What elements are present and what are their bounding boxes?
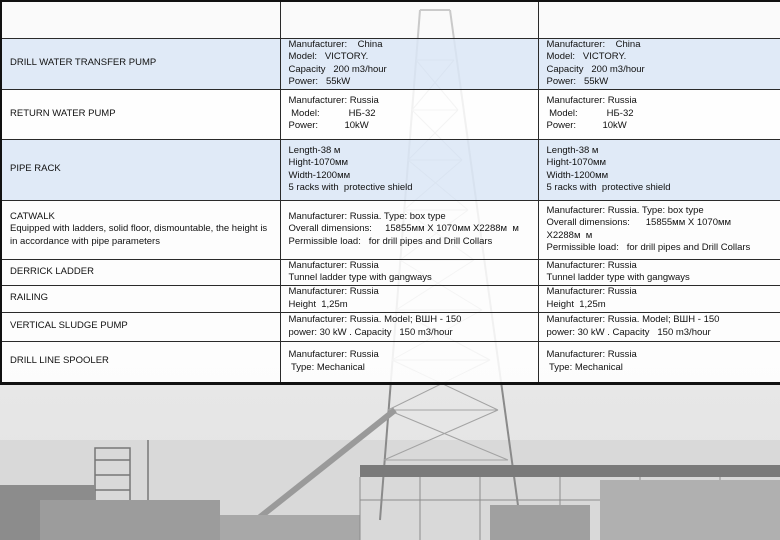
table-row — [1, 285, 780, 312]
equipment-name-cell — [1, 200, 280, 259]
spec-line: Model: VICTORY. — [546, 51, 627, 62]
spec-cell — [280, 38, 538, 89]
spec-line: Type: Mechanical — [546, 361, 623, 373]
equipment-description: Equipped with ladders, solid floor, dismountable, the height is in accordance with pipe parameters — [10, 223, 268, 247]
equipment-name-cell — [1, 285, 280, 312]
table-row — [1, 341, 780, 383]
spec-line: Tunnel ladder type with gangways — [546, 272, 690, 283]
spec-line: Height 1,25m — [288, 298, 348, 310]
spec-line: Width-1200мм — [546, 169, 609, 181]
header-cell — [1, 1, 280, 38]
spec-cell — [538, 341, 780, 383]
spec-line: Manufacturer: Russia — [546, 349, 637, 360]
table-header-row — [1, 1, 780, 38]
equipment-name: CATWALK — [10, 210, 55, 222]
spec-cell — [280, 312, 538, 341]
spec-line: Height 1,25m — [546, 298, 606, 310]
spec-cell — [280, 89, 538, 139]
equipment-name: VERTICAL SLUDGE PUMP — [10, 320, 128, 332]
equipment-name: PIPE RACK — [10, 163, 61, 175]
spec-line: Length-38 м — [288, 144, 341, 156]
spec-cell — [538, 312, 780, 341]
spec-cell — [280, 285, 538, 312]
equipment-name-cell — [1, 38, 280, 89]
spec-line: X2288м м — [546, 229, 593, 241]
spec-line: Length-38 м — [546, 144, 599, 156]
spec-cell — [280, 259, 538, 285]
spec-line: Power: 55kW — [288, 76, 351, 87]
spec-line: Manufacturer: Russia — [288, 95, 379, 107]
spec-line: Manufacturer: Russia. Type: box type — [546, 204, 704, 216]
spec-line: Manufacturer: Russia. Type: box type — [288, 210, 446, 222]
spec-line: Width-1200мм — [288, 169, 351, 181]
spec-line: Model: НБ-32 — [288, 107, 376, 119]
equipment-name-cell — [1, 341, 280, 383]
equipment-name-cell — [1, 312, 280, 341]
header-cell — [280, 1, 538, 38]
table-row — [1, 259, 780, 285]
spec-cell — [538, 38, 780, 89]
spec-cell — [538, 285, 780, 312]
spec-line: Manufacturer: Russia — [288, 259, 379, 271]
spec-line: Manufacturer: Russia — [546, 95, 637, 107]
header-cell — [538, 1, 780, 38]
spec-line: 5 racks with protective shield — [546, 182, 671, 193]
spec-cell — [280, 139, 538, 200]
equipment-name: DRILL LINE SPOOLER — [10, 355, 109, 367]
spec-line: Power: 55kW — [546, 76, 609, 87]
table-row — [1, 38, 780, 89]
spec-line: Model: VICTORY. — [288, 51, 369, 62]
table-row — [1, 139, 780, 200]
spec-cell — [280, 341, 538, 383]
spec-line: Manufacturer: Russia. Model; ВШН - 150 — [288, 314, 462, 325]
table-row — [1, 200, 780, 259]
spec-cell — [538, 259, 780, 285]
equipment-name-cell — [1, 259, 280, 285]
spec-cell — [538, 200, 780, 259]
spec-line: Model: НБ-32 — [546, 107, 634, 119]
table-row — [1, 312, 780, 341]
spec-line: Manufacturer: Russia — [288, 286, 379, 297]
equipment-name-cell — [1, 89, 280, 139]
spec-line: Power: 10kW — [288, 120, 369, 132]
spec-line: Permissible load: for drill pipes and Drill Collars — [546, 242, 751, 253]
equipment-name: RETURN WATER PUMP — [10, 107, 116, 119]
spec-line: Power: 10kW — [546, 120, 627, 132]
spec-line: Manufacturer: China — [288, 38, 383, 50]
equipment-name: RAILING — [10, 292, 49, 304]
spec-line: Permissible load: for drill pipes and Drill Collars — [288, 235, 493, 247]
spec-line: Capacity 200 m3/hour — [288, 63, 387, 75]
spec-line: 5 racks with protective shield — [288, 182, 413, 193]
table-row — [1, 89, 780, 139]
spec-line: Manufacturer: Russia — [546, 286, 637, 297]
spec-line: Manufacturer: Russia — [288, 349, 379, 360]
spec-cell — [538, 139, 780, 200]
spec-line: Hight-1070мм — [546, 157, 607, 168]
equipment-name: DRILL WATER TRANSFER PUMP — [10, 57, 157, 69]
spec-line: power: 30 kW . Capacity 150 m3/hour — [288, 326, 453, 338]
spec-line: Overall dimensions: 15855мм X 1070мм — [546, 217, 732, 228]
equipment-name-cell — [1, 139, 280, 200]
spec-cell — [280, 200, 538, 259]
spec-line: Tunnel ladder type with gangways — [288, 272, 432, 283]
spec-line: Hight-1070мм — [288, 157, 349, 168]
spec-line: Manufacturer: Russia. Model; ВШН - 150 — [546, 314, 720, 325]
spec-line: Manufacturer: Russia — [546, 259, 637, 271]
spec-line: Capacity 200 m3/hour — [546, 63, 645, 75]
spec-cell — [538, 89, 780, 139]
spec-line: Manufacturer: China — [546, 38, 641, 50]
equipment-name: DERRICK LADDER — [10, 265, 94, 277]
spec-line: power: 30 kW . Capacity 150 m3/hour — [546, 326, 711, 338]
spec-line: Overall dimensions: 15855мм X 1070мм X2288м м — [288, 223, 519, 235]
spec-line: Type: Mechanical — [288, 361, 365, 373]
